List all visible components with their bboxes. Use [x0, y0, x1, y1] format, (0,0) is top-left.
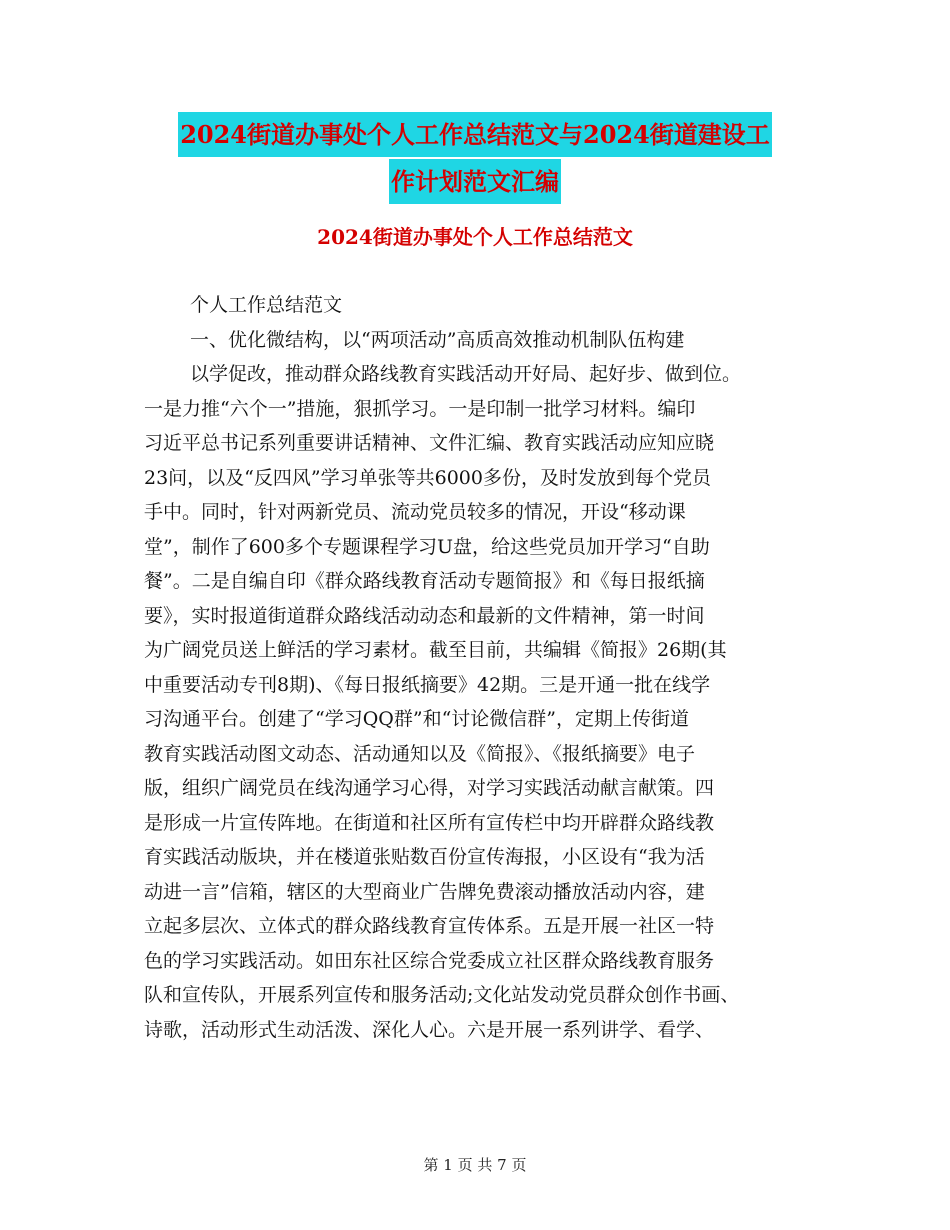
- document-title-line-1: 2024街道办事处个人工作总结范文与2024街道建设工: [178, 112, 772, 157]
- page-footer: 第 1 页 共 7 页: [423, 1156, 527, 1174]
- paragraph-line: 动进一言”信箱，辖区的大型商业广告牌免费滚动播放活动内容，建: [144, 880, 705, 903]
- document-title-line-2: 作计划范文汇编: [389, 159, 561, 204]
- paragraph-line: 一、优化微结构，以“两项活动”高质高效推动机制队伍构建: [190, 328, 685, 351]
- paragraph-line: 以学促改，推动群众路线教育实践活动开好局、起好步、做到位。: [190, 363, 742, 385]
- paragraph-line: 堂”，制作了600多个专题课程学习U盘，给这些党员加开学习“自助: [144, 535, 710, 558]
- paragraph-line: 习近平总书记系列重要讲话精神、文件汇编、教育实践活动应知应晓: [144, 432, 715, 454]
- paragraph-line: 个人工作总结范文: [190, 294, 343, 316]
- paragraph-line: 队和宣传队，开展系列宣传和服务活动;文化站发动党员群众创作书画、: [144, 984, 740, 1006]
- section-heading: 2024街道办事处个人工作总结范文: [317, 225, 633, 249]
- document-title: [0, 112, 950, 204]
- paragraph-line: 教育实践活动图文动态、活动通知以及《简报》、《报纸摘要》电子: [144, 742, 696, 765]
- paragraph-line: 要》，实时报道街道群众路线活动动态和最新的文件精神，第一时间: [144, 604, 705, 627]
- paragraph-line: 一是力推“六个一”措施，狠抓学习。一是印制一批学习材料。编印: [144, 397, 696, 420]
- paragraph-line: 是形成一片宣传阵地。在街道和社区所有宣传栏中均开辟群众路线教: [144, 811, 715, 834]
- paragraph-line: 诗歌，活动形式生动活泼、深化人心。六是开展一系列讲学、看学、: [144, 1018, 715, 1041]
- paragraph-line: 为广阔党员送上鲜活的学习素材。截至目前，共编辑《简报》26期(其: [144, 639, 727, 661]
- paragraph-line: 习沟通平台。创建了“学习QQ群”和“讨论微信群”，定期上传街道: [144, 708, 690, 730]
- paragraph-line: 育实践活动版块，并在楼道张贴数百份宣传海报，小区设有“我为活: [144, 846, 705, 868]
- paragraph-line: 23问，以及“反四风”学习单张等共6000多份，及时发放到每个党员: [144, 466, 711, 489]
- paragraph-line: 立起多层次、立体式的群众路线教育宣传体系。五是开展一社区一特: [144, 915, 715, 937]
- paragraph-line: 餐”。二是自编自印《群众路线教育活动专题简报》和《每日报纸摘: [144, 570, 705, 592]
- body-text: [0, 288, 950, 1047]
- paragraph-line: 手中。同时，针对两新党员、流动党员较多的情况，开设“移动课: [144, 501, 686, 523]
- paragraph-line: 色的学习实践活动。如田东社区综合党委成立社区群众路线教育服务: [144, 949, 715, 972]
- paragraph-line: 版，组织广阔党员在线沟通学习心得，对学习实践活动献言献策。四: [144, 777, 715, 799]
- paragraph-line: 中重要活动专刊8期)、《每日报纸摘要》42期。三是开通一批在线学: [144, 673, 711, 696]
